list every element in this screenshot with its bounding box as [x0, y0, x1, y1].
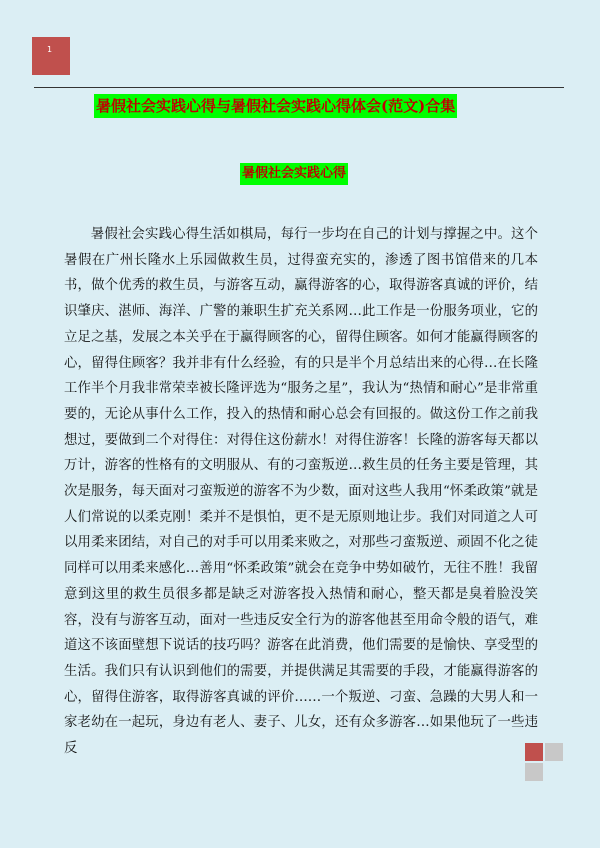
corner-square-red: [525, 743, 543, 761]
section-title: 暑假社会实践心得: [240, 163, 348, 185]
corner-square-gray: [545, 743, 563, 761]
page-number-badge: [32, 37, 70, 75]
header-divider: [34, 87, 564, 88]
corner-square-gray: [525, 763, 543, 781]
corner-decoration: [525, 743, 563, 781]
body-paragraph: 暑假社会实践心得生活如棋局，每行一步均在自己的计划与撑握之中。这个暑假在广州长隆水上乐园做救生员，过得蛮充实的，渗透了图书馆借来的几本书，做个优秀的救生员，与游客互动，赢得游客的心，取得游客真诚的评价，结识肇庆、湛师、海洋、广警的兼职生扩充关系网…此工作是一份服务项业，它的立足之基，发展之本关乎在于赢得顾客的心，留得住顾客。如何才能赢得顾客的心，留得住顾客？我并非有什么经验，有的只是半个月总结出来的心得…在长隆工作半个月我非常荣幸被长隆评选为“服务之星”，我认为“热情和耐心”是非常重要的，无论从事什么工作，投入的热情和耐心总会有回报的。做这份工作之前我想过，要做到二个对得住：对得住这份薪水！对得住游客！长隆的游客每天都以万计，游客的性格有的文明服从、有的刁蛮叛逆…救生员的任务主要是管理，其次是服务，每天面对刁蛮叛逆的游客不为少数，面对这些人我用“怀柔政策”就是人们常说的以柔克刚！柔并不是惧怕，更不是无原则地让步。我们对同道之人可以用柔来团结，对自己的对手可以用柔来败之，对那些刁蛮叛逆、顽固不化之徒同样可以用柔来感化…善用“怀柔政策”就会在竞争中势如破竹，无往不胜！我留意到这里的救生员很多都是缺乏对游客投入热情和耐心，整天都是臭着脸没笑容，没有与游客互动，面对一些违反安全行为的游客他甚至用命令般的语气，难道这不该面壁想下说话的技巧吗？游客在此消费，他们需要的是愉快、享受型的生活。我们只有认识到他们的需要，并提供满足其需要的手段，才能赢得游客的心，留得住游客，取得游客真诚的评价……一个叛逆、刁蛮、急躁的大男人和一家老幼在一起玩，身边有老人、妻子、儿女，还有众多游客…如果他玩了一些违反: [64, 227, 538, 757]
page-number: 1: [47, 45, 53, 54]
document-title: 暑假社会实践心得与暑假社会实践心得体会(范文)合集: [94, 94, 457, 118]
